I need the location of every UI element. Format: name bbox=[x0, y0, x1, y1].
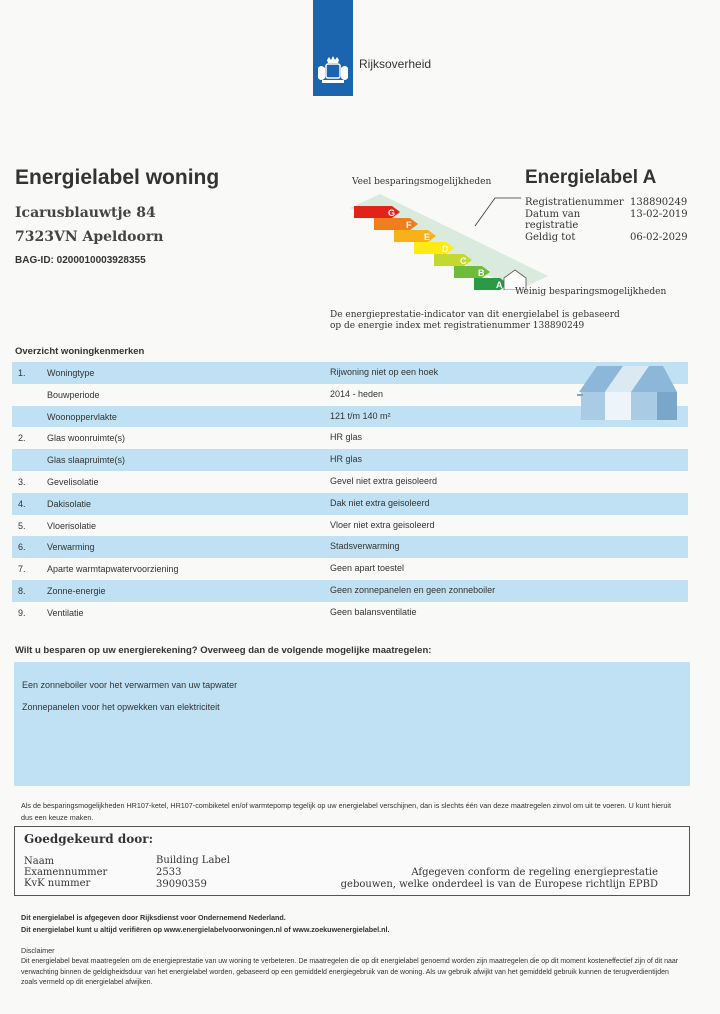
scale-letter: B bbox=[478, 268, 485, 278]
reg-value: 13-02-2019 bbox=[630, 208, 688, 220]
label-title: Energielabel A bbox=[525, 167, 657, 188]
row-label: Gevelisolatie bbox=[47, 476, 99, 487]
address-street: Icarusblauwtje 84 bbox=[15, 205, 156, 221]
bag-id: BAG-ID: 0200010003928355 bbox=[15, 255, 146, 266]
row-label: Zonne-energie bbox=[47, 585, 106, 596]
pointer-line bbox=[473, 196, 523, 228]
approved-value: 39090359 bbox=[156, 879, 207, 890]
reg-key: Registratienummer bbox=[525, 197, 624, 208]
row-label: Aparte warmtapwatervoorziening bbox=[47, 564, 179, 575]
scale-letter: G bbox=[388, 208, 396, 218]
row-number: 1. bbox=[18, 368, 26, 378]
row-value: Dak niet extra geisoleerd bbox=[330, 497, 430, 508]
overview-row bbox=[12, 602, 688, 624]
row-number: 4. bbox=[18, 498, 26, 509]
reg-key: Geldig tot bbox=[525, 231, 576, 243]
registration-row bbox=[525, 197, 688, 209]
row-number: 2. bbox=[18, 433, 26, 444]
measure-item: Zonnepanelen voor het opwekken van elektriciteit bbox=[22, 702, 220, 712]
overview-row bbox=[12, 536, 688, 558]
row-value: Gevel niet extra geisoleerd bbox=[330, 475, 438, 486]
row-value: HR glas bbox=[330, 432, 363, 443]
row-number: 8. bbox=[18, 585, 26, 596]
measure-item: Een zonneboiler voor het verwarmen van uw tapwater bbox=[22, 680, 238, 690]
row-label: Verwarming bbox=[47, 542, 95, 553]
row-value: Rijwoning niet op een hoek bbox=[330, 367, 439, 377]
row-value: Geen apart toestel bbox=[330, 563, 405, 574]
row-label: Glas woonruimte(s) bbox=[47, 433, 126, 444]
row-value: Geen balansventilatie bbox=[330, 606, 417, 617]
conform-line: gebouwen, welke onderdeel is van de Europese richtlijn EPBD bbox=[340, 879, 658, 890]
row-value: Vloer niet extra geisoleerd bbox=[330, 519, 435, 530]
overview-heading: Overzicht woningkenmerken bbox=[15, 346, 145, 357]
measures-box bbox=[14, 662, 690, 786]
approved-value: 2533 bbox=[156, 867, 182, 878]
row-label: Vloerisolatie bbox=[47, 520, 97, 531]
registration-row bbox=[525, 232, 688, 244]
reg-value: 06-02-2029 bbox=[630, 231, 688, 243]
overview-row bbox=[12, 515, 688, 537]
overview-row bbox=[12, 471, 688, 493]
row-label: Bouwperiode bbox=[47, 389, 100, 400]
overview-row bbox=[12, 493, 688, 515]
verify-line: Dit energielabel kunt u altijd verifiëren op www.energielabelvoorwoningen.nl of www.zoekuwenergielabel.nl. bbox=[21, 925, 390, 934]
row-value: Stadsverwarming bbox=[330, 541, 400, 552]
crown-lion-emblem-icon bbox=[316, 56, 350, 86]
scale-letter: E bbox=[424, 232, 431, 242]
approved-key: KvK nummer bbox=[24, 878, 91, 889]
scale-top-label: Veel besparingsmogelijkheden bbox=[352, 177, 492, 187]
approved-key: Examennummer bbox=[24, 867, 108, 878]
row-house-icon bbox=[577, 358, 683, 424]
issued-line: Dit energielabel is afgegeven door Rijksdienst voor Ondernemend Nederland. bbox=[21, 913, 286, 922]
row-label: Glas slaapruimte(s) bbox=[47, 455, 126, 466]
row-value: HR glas bbox=[330, 454, 363, 465]
row-number: 5. bbox=[18, 520, 26, 531]
overview-row bbox=[12, 558, 688, 580]
row-label: Woonoppervlakte bbox=[47, 411, 117, 422]
conform-line: Afgegeven conform de regeling energieprestatie bbox=[411, 867, 658, 878]
indicator-line: op de energie index met registratienummer 138890249 bbox=[330, 321, 585, 331]
measures-question: Wilt u besparen op uw energierekening? Overweeg dan de volgende mogelijke maatregelen: bbox=[15, 645, 432, 656]
row-number: 9. bbox=[18, 607, 26, 618]
scale-letter: F bbox=[406, 220, 412, 230]
indicator-text bbox=[330, 310, 620, 332]
scale-letter: D bbox=[442, 244, 449, 254]
disclaimer-text: Dit energielabel bevat maatregelen om de energieprestatie van uw woning te verbeteren. De maatregelen die op dit energielabel genoemd worden zijn maatregelen die op dit moment kosteneffectief zijn of dit naar verwachting binnen de geldigheidsduur van het energielabel worden, gebaseerd op een gemiddeld energiegebruik van de woning. Als uw gebruik afwijkt van het gemiddeld gebruik kunnen de terugverdientijden zoals vermeld op dit energielabel afwijken. bbox=[21, 958, 679, 986]
row-label: Dakisolatie bbox=[47, 498, 92, 509]
measures-note: Als de besparingsmogelijkheden HR107-ketel, HR107-combiketel en/of warmtepomp tegelijk op uw energielabel verschijnen, dan is slechts één van deze maatregelen zinvol om uit te voeren. U kunt hieruit dus een keuze maken. bbox=[21, 801, 672, 822]
row-number: 7. bbox=[18, 564, 26, 575]
disclaimer-title: Disclaimer bbox=[21, 946, 55, 955]
page-title: Energielabel woning bbox=[15, 166, 220, 189]
registration-row bbox=[525, 209, 688, 232]
row-value: Geen zonnepanelen en geen zonneboiler bbox=[330, 584, 496, 595]
registration-table bbox=[525, 197, 688, 243]
row-value: 121 t/m 140 m² bbox=[330, 410, 391, 421]
approved-value: Building Label bbox=[156, 855, 230, 866]
row-number: 3. bbox=[18, 476, 26, 487]
row-label: Woningtype bbox=[47, 368, 95, 378]
org-name: Rijksoverheid bbox=[359, 57, 432, 71]
overview-row bbox=[12, 580, 688, 602]
address-city: 7323VN Apeldoorn bbox=[15, 229, 164, 245]
approved-title: Goedgekeurd door: bbox=[24, 832, 154, 846]
overview-row bbox=[12, 427, 688, 449]
reg-value: 138890249 bbox=[630, 197, 688, 208]
indicator-line: De energieprestatie-indicator van dit energielabel is gebaseerd bbox=[330, 310, 620, 320]
row-value: 2014 - heden bbox=[330, 388, 384, 399]
scale-bottom-label: Weinig besparingsmogelijkheden bbox=[515, 287, 667, 297]
row-label: Ventilatie bbox=[47, 607, 84, 618]
approved-box bbox=[14, 826, 690, 896]
approved-key: Naam bbox=[24, 856, 55, 867]
overview-row bbox=[12, 449, 688, 471]
scale-letter: C bbox=[460, 256, 467, 266]
reg-key: Datum van registratie bbox=[525, 208, 581, 231]
scale-letter: A bbox=[496, 280, 503, 290]
row-number: 6. bbox=[18, 542, 26, 553]
